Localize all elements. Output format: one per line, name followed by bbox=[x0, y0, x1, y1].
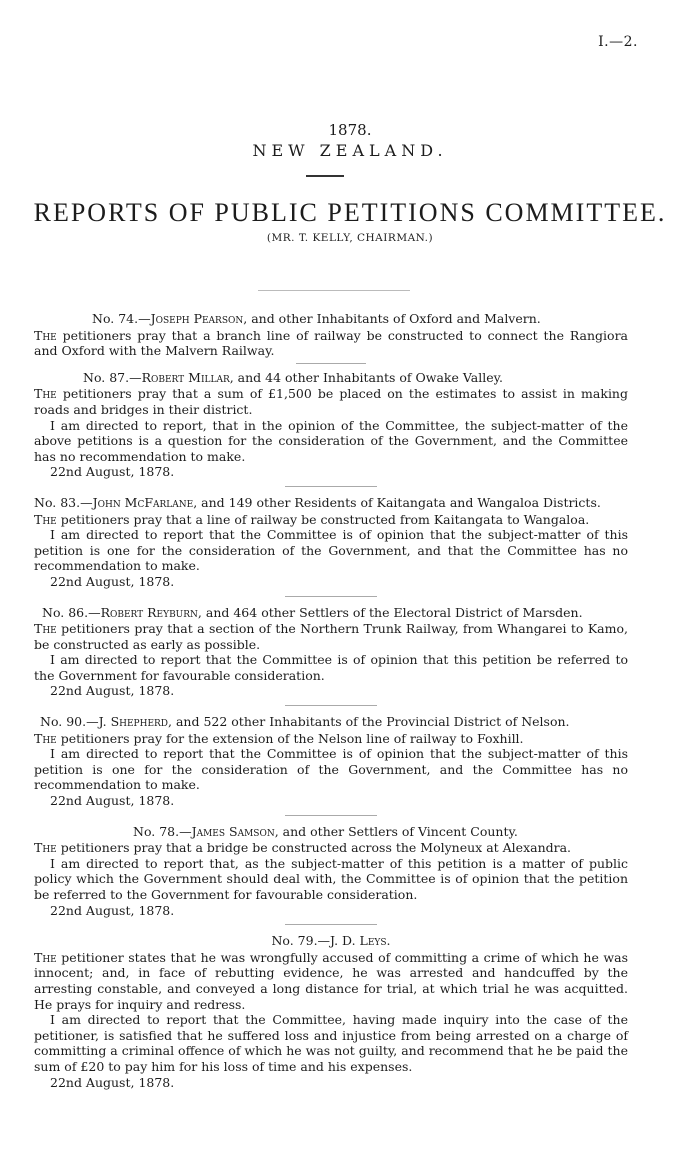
title-rule bbox=[258, 290, 410, 291]
prayer-text: petitioners pray that a branch line of railway be constructed to connect the Rangiora and Oxford with the Malvern Railway. bbox=[34, 327, 628, 359]
year: 1878. bbox=[328, 121, 372, 139]
petition-87 bbox=[34, 370, 628, 480]
petition-prayer bbox=[34, 621, 628, 652]
petition-heading bbox=[34, 605, 628, 621]
petition-74 bbox=[34, 311, 628, 359]
report-date: 22nd August, 1878. bbox=[50, 573, 175, 589]
prayer-lead: The bbox=[34, 621, 57, 637]
report-date: 22nd August, 1878. bbox=[50, 683, 175, 699]
petition-78 bbox=[34, 824, 628, 919]
prayer-text: petitioners pray that a bridge be constructed across the Molyneux at Alexandra. bbox=[56, 840, 572, 856]
prayer-lead: The bbox=[34, 730, 57, 746]
petitioner-name: J. Shepherd, bbox=[98, 714, 172, 730]
petition-prayer bbox=[34, 386, 628, 417]
committee-report: I am directed to report that the Committee is of opinion that the subject-matter of this petition is one for the consideration of the Government, and the Committee has no recommendation to make. bbox=[34, 746, 628, 793]
petition-description: and other Inhabitants of Oxford and Malvern. bbox=[247, 311, 541, 326]
committee-report: I am directed to report that the Committee is of opinion that the subject-matter of this petition is one for the consideration of the Government, and that the Committee has no recommendation to make. bbox=[34, 527, 628, 574]
separator-rule bbox=[285, 815, 377, 816]
prayer-text: petitioners pray that a line of railway be constructed from Kaitangata to Wangaloa. bbox=[56, 511, 590, 527]
document-title: REPORTS OF PUBLIC PETITIONS COMMITTEE. bbox=[33, 198, 667, 227]
petition-prayer bbox=[34, 731, 628, 747]
committee-report: I am directed to report that the Committee, having made inquiry into the case of the petitioner, is satisfied that he suffered loss and injustice from being arrested on a charge of committing a criminal offence of which he was not guilty, and recommend that he be paid the sum of £20 to pay him for his loss of time and his expenses. bbox=[34, 1012, 628, 1074]
chairman-line: (MR. T. KELLY, CHAIRMAN.) bbox=[266, 232, 434, 244]
petition-prayer bbox=[34, 950, 628, 1012]
petition-description: and 522 other Inhabitants of the Provincial District of Nelson. bbox=[172, 714, 570, 730]
committee-report: I am directed to report, that in the opinion of the Committee, the subject-matter of the above petitions is a question for the consideration of the Government, and the Committee has no recommendation to make. bbox=[34, 417, 628, 464]
prayer-lead: The bbox=[34, 386, 57, 402]
report-date: 22nd August, 1878. bbox=[50, 902, 175, 918]
petitioner-name: Robert Reyburn, bbox=[100, 604, 202, 620]
petition-90 bbox=[34, 714, 628, 809]
separator-rule bbox=[285, 924, 377, 925]
petition-heading bbox=[34, 495, 628, 511]
petition-heading bbox=[34, 370, 628, 386]
petitioner-name: Robert Millar, bbox=[141, 369, 234, 385]
petition-description: and 44 other Inhabitants of Owake Valley. bbox=[233, 369, 503, 385]
separator-rule bbox=[285, 596, 377, 597]
petition-number: No. 74.— bbox=[92, 311, 151, 326]
heading-rule bbox=[306, 175, 344, 177]
petition-number: No. 90.— bbox=[40, 714, 99, 730]
prayer-text: petitioners pray that a sum of £1,500 be placed on the estimates to assist in making roads and bridges in their district. bbox=[34, 386, 628, 417]
petitioner-name: Joseph Pearson, bbox=[150, 311, 248, 326]
prayer-lead: The bbox=[34, 327, 57, 343]
petition-heading bbox=[34, 933, 628, 949]
petition-79 bbox=[34, 933, 628, 1090]
report-date: 22nd August, 1878. bbox=[50, 464, 175, 480]
prayer-lead: The bbox=[34, 949, 57, 965]
petitioner-name: John McFarlane, bbox=[92, 494, 198, 510]
petition-number: No. 87.— bbox=[83, 369, 142, 385]
separator-rule bbox=[285, 705, 377, 706]
prayer-text: petitioners pray that a section of the Northern Trunk Railway, from Whangarei to Kamo, be constructed as early as possible. bbox=[34, 621, 628, 652]
petition-86 bbox=[34, 605, 628, 700]
committee-report: I am directed to report that, as the subject-matter of this petition is a matter of public policy which the Government should deal with, the Committee is of opinion that the petition be referred to the Government for favourable consideration. bbox=[34, 855, 628, 902]
country-heading: NEW ZEALAND. bbox=[252, 141, 448, 160]
prayer-lead: The bbox=[34, 511, 57, 527]
petition-prayer bbox=[34, 840, 628, 856]
petitioner-name: James Samson, bbox=[191, 823, 279, 839]
petition-number: No. 78.— bbox=[133, 823, 192, 839]
petition-83 bbox=[34, 495, 628, 590]
report-date: 22nd August, 1878. bbox=[50, 793, 175, 809]
prayer-lead: The bbox=[34, 840, 57, 856]
petitions-list bbox=[34, 311, 628, 1090]
petition-prayer bbox=[34, 512, 628, 528]
petition-heading bbox=[34, 824, 628, 840]
petitioner-name: J. D. Leys. bbox=[330, 933, 391, 949]
prayer-text: petitioners pray for the extension of the Nelson line of railway to Foxhill. bbox=[56, 730, 524, 746]
committee-report: I am directed to report that the Committee is of opinion that this petition be referred to the Government for favourable consideration. bbox=[34, 652, 628, 683]
separator-rule bbox=[296, 363, 366, 364]
separator-rule bbox=[285, 486, 377, 487]
petition-description: and other Settlers of Vincent County. bbox=[278, 823, 518, 839]
petition-description: and 464 other Settlers of the Electoral District of Marsden. bbox=[201, 604, 583, 620]
petition-heading bbox=[34, 311, 628, 327]
prayer-text: petitioner states that he was wrongfully accused of committing a crime of which he was innocent; and, in face of rebutting evidence, he was arrested and handcuffed by the arresting constable, and conveyed a long distance for trial, at which trial he was acquitted. He prays for inquiry and redress. bbox=[34, 949, 628, 1012]
petition-prayer bbox=[34, 328, 628, 359]
petition-heading bbox=[34, 714, 628, 730]
petition-number: No. 79.— bbox=[271, 933, 331, 949]
petition-number: No. 83.— bbox=[34, 494, 93, 510]
petition-description: and 149 other Residents of Kaitangata and Wangaloa Districts. bbox=[197, 494, 601, 510]
report-date: 22nd August, 1878. bbox=[50, 1074, 175, 1090]
petition-number: No. 86.— bbox=[42, 604, 101, 620]
page-reference: I.—2. bbox=[598, 34, 638, 50]
